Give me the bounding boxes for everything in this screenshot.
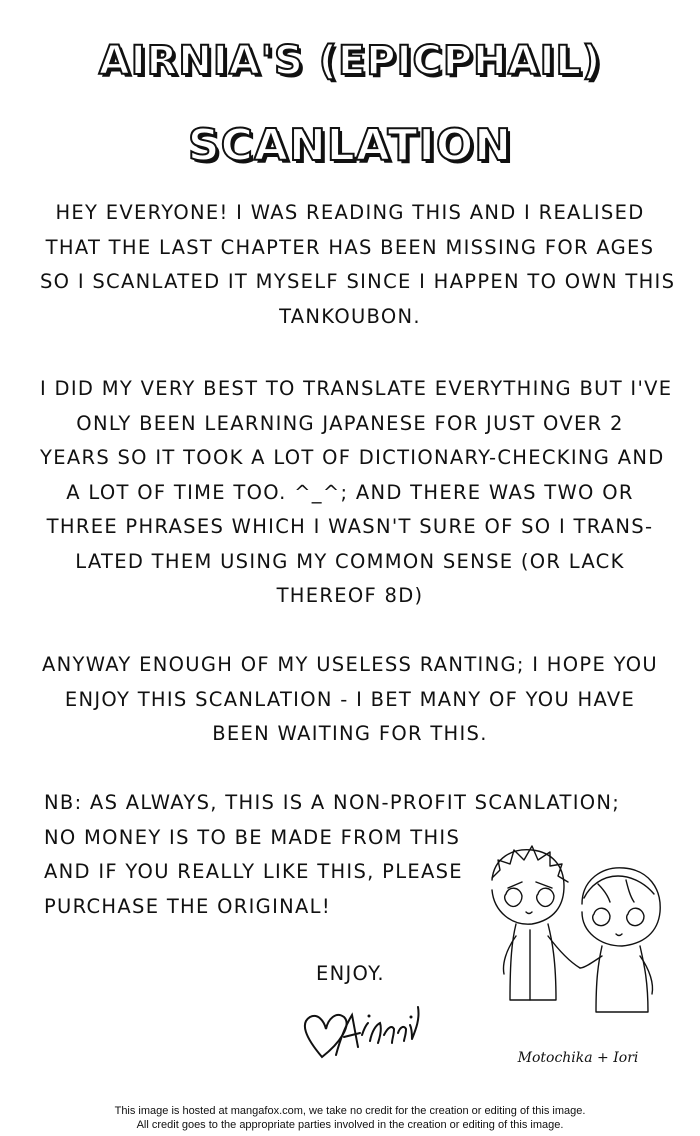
paragraph-line: ANYWAY ENOUGH OF MY USELESS RANTING; I HOPE YOU — [42, 653, 658, 676]
nb-line: PURCHASE THE ORIGINAL! — [44, 894, 331, 918]
nb-line: NB: AS ALWAYS, THIS IS A NON-PROFIT SCANLATION; — [44, 791, 621, 814]
nb-line: AND IF YOU REALLY LIKE THIS, PLEASE — [44, 860, 463, 883]
paragraph-line: HEY EVERYONE! I WAS READING THIS AND I REALISED — [55, 201, 645, 224]
hosting-notice: This image is hosted at mangafox.com, we take no credit for the creation or editing of this image. — [114, 1105, 586, 1117]
paragraph-line: THAT THE LAST CHAPTER HAS BEEN MISSING FOR AGES — [45, 235, 655, 259]
paragraph-line: YEARS SO IT TOOK A LOT OF DICTIONARY-CHECKING AND — [40, 446, 665, 469]
paragraph-line: LATED THEM USING MY COMMON SENSE (OR LACK — [75, 549, 625, 573]
paragraph-line: ONLY BEEN LEARNING JAPANESE FOR JUST OVER 2 — [76, 411, 624, 435]
chibi-characters-illustration — [478, 840, 678, 1080]
paragraph-line: BEEN WAITING FOR THIS. — [212, 722, 488, 745]
enjoy-text: ENJOY. — [316, 962, 385, 985]
paragraph-line: I DID MY VERY BEST TO TRANSLATE EVERYTHING BUT I'VE — [40, 377, 673, 400]
translation-paragraph — [40, 372, 673, 614]
illustration-caption: Motochika + Iori — [517, 1050, 639, 1066]
title-line-2: SCANLATION — [187, 120, 513, 171]
paragraph-line: SO I SCANLATED IT MYSELF SINCE I HAPPEN TO OWN THIS — [40, 270, 676, 293]
paragraph-line: THREE PHRASES WHICH I WASN'T SURE OF SO I TRANS- — [46, 515, 654, 538]
closing-paragraph — [40, 648, 660, 752]
credit-notice: All credit goes to the appropriate parties involved in the creation or editing of this image. — [136, 1119, 564, 1131]
paragraph-line: ENJOY THIS SCANLATION - I BET MANY OF YOU HAVE — [64, 687, 636, 711]
signature-heart-icon — [300, 985, 425, 1070]
paragraph-line: TANKOUBON. — [279, 304, 421, 328]
title-line-1: AIRNIA'S (EPICPHAIL) — [98, 38, 602, 84]
nb-line: NO MONEY IS TO BE MADE FROM THIS — [44, 825, 461, 849]
paragraph-line: A LOT OF TIME TOO. ^_^; AND THERE WAS TWO OR — [66, 480, 634, 504]
intro-paragraph — [40, 196, 676, 334]
paragraph-line: THEREOF 8D) — [276, 584, 424, 607]
